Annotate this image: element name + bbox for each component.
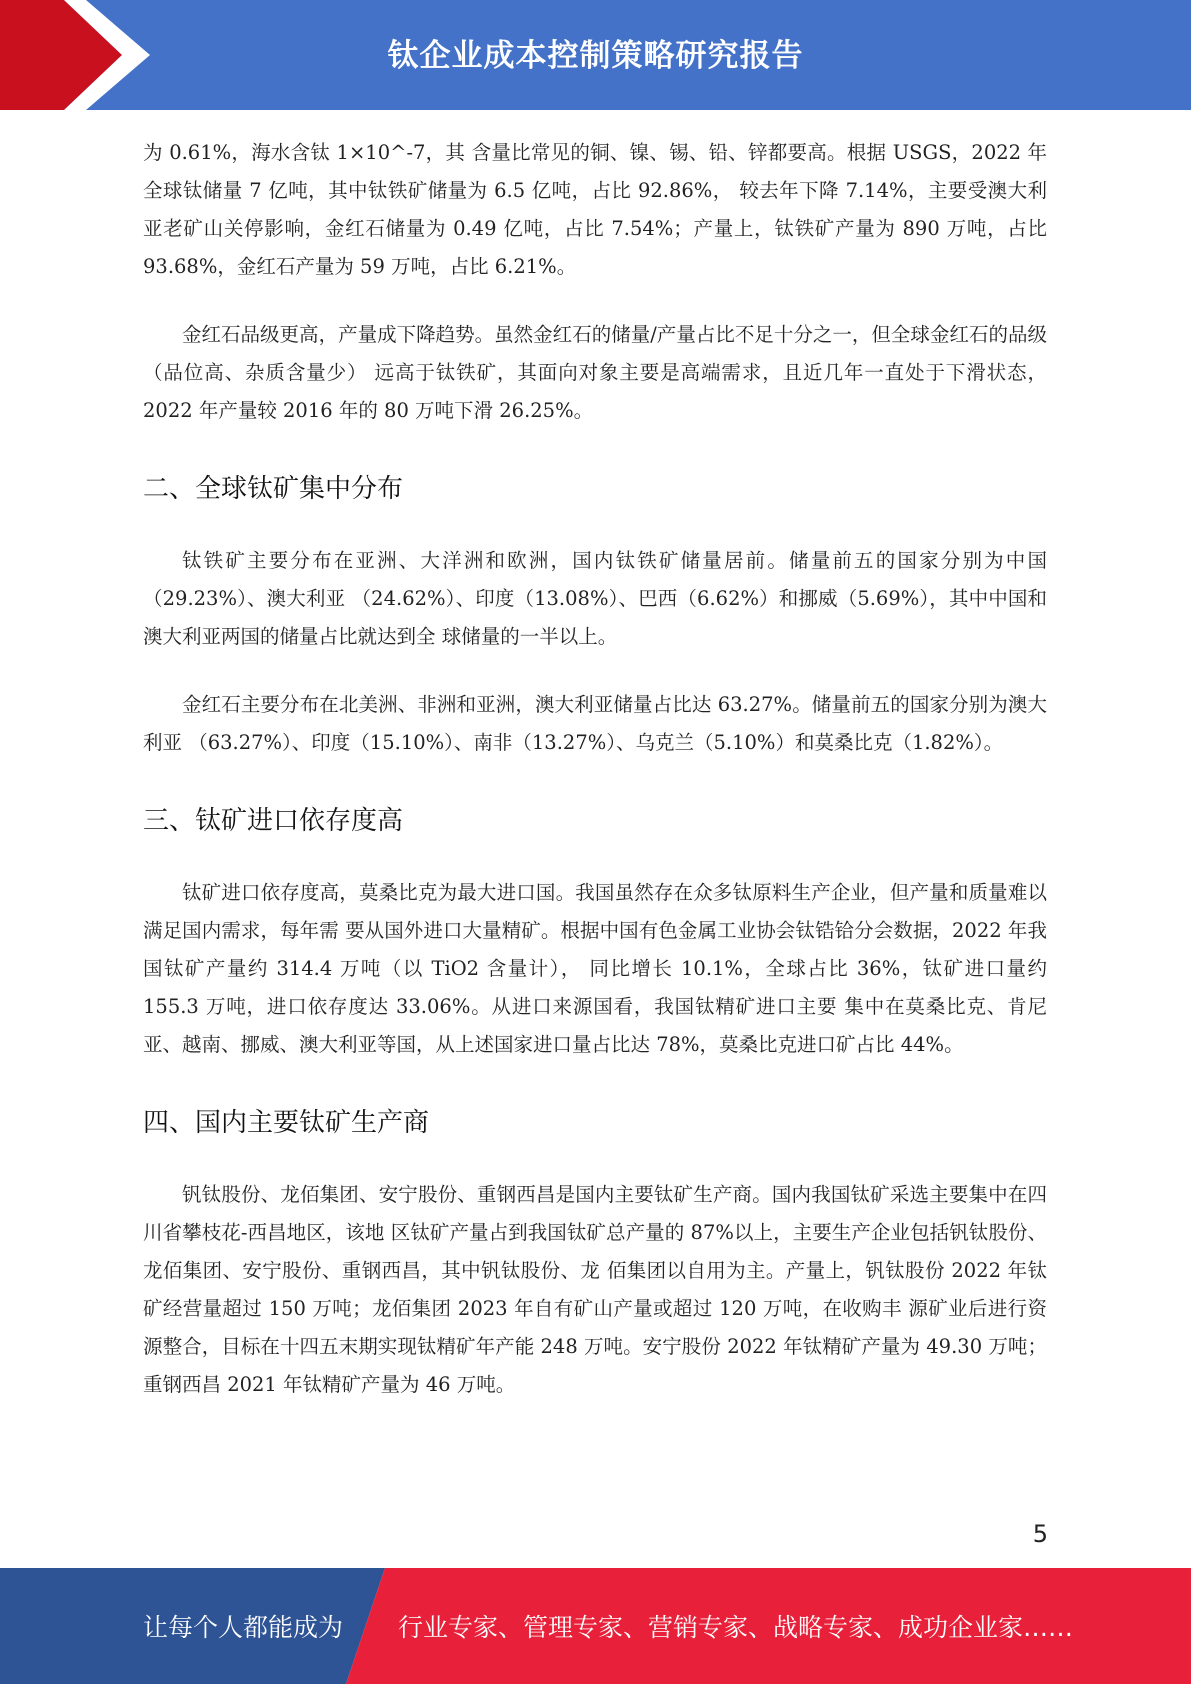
paragraph-reserves-continuation: 为 0.61%，海水含钛 1×10^-7，其 含量比常见的铜、镍、锡、铅、锌都要高。根据 USGS，2022 年全球钛储量 7 亿吨，其中钛铁矿储量为 6.5 亿吨，占比 92.86%， 较去年下降 7.14%，主要受澳大利亚老矿山关停影响，金红石储量为 0.49 亿吨，占比 7.54%；产量上，钛铁矿产量为 890 万吨，占比 93.68%，金红石产量为 59 万吨，占比 6.21%。 [143, 141, 1047, 278]
paragraph-rutile-distribution: 金红石主要分布在北美洲、非洲和亚洲，澳大利亚储量占比达 63.27%。储量前五的国家分别为澳大利亚 （63.27%）、印度（15.10%）、南非（13.27%）、乌克兰（5.10%）和莫桑比克（1.82%）。 [143, 693, 1047, 754]
page-number: 5 [1032, 1520, 1048, 1548]
page-footer [0, 1568, 1191, 1684]
section-heading-import-dependence: 三、钛矿进口依存度高 [143, 806, 404, 836]
footer-slogan-left: 让每个人都能成为 [143, 1613, 344, 1642]
paragraph-ilmenite-distribution: 钛铁矿主要分布在亚洲、大洋洲和欧洲，国内钛铁矿储量居前。储量前五的国家分别为中国（29.23%）、澳大利亚 （24.62%）、印度（13.08%）、巴西（6.62%）和挪威（5.69%），其中中国和澳大利亚两国的储量占比就达到全 球储量的一半以上。 [143, 549, 1047, 648]
footer-slogan-right: 行业专家、管理专家、营销专家、战略专家、成功企业家…… [398, 1613, 1074, 1642]
paragraph-rutile-grade: 金红石品级更高，产量成下降趋势。虽然金红石的储量/产量占比不足十分之一，但全球金红石的品级（品位高、杂质含量少） 远高于钛铁矿，其面向对象主要是高端需求，且近几年一直处于下滑状态，2022 年产量较 2016 年的 80 万吨下滑 26.25%。 [143, 323, 1047, 422]
page-header [0, 0, 1191, 110]
section-heading-global-distribution: 二、全球钛矿集中分布 [143, 474, 404, 504]
report-title: 钛企业成本控制策略研究报告 [387, 38, 804, 74]
paragraph-domestic-producers: 钒钛股份、龙佰集团、安宁股份、重钢西昌是国内主要钛矿生产商。国内我国钛矿采选主要集中在四川省攀枝花-西昌地区，该地 区钛矿产量占到我国钛矿总产量的 87%以上，主要生产企业包括钒钛股份、龙佰集团、安宁股份、重钢西昌，其中钒钛股份、龙 佰集团以自用为主。产量上，钒钛股份 2022 年钛矿经营量超过 150 万吨；龙佰集团 2023 年自有矿山产量或超过 120 万吨，在收购丰 源矿业后进行资源整合，目标在十四五末期实现钛精矿年产能 248 万吨。安宁股份 2022 年钛精矿产量为 49.30 万吨；重钢西昌 2021 年钛精矿产量为 46 万吨。 [143, 1183, 1047, 1396]
paragraph-import-dependence: 钛矿进口依存度高，莫桑比克为最大进口国。我国虽然存在众多钛原料生产企业，但产量和质量难以满足国内需求，每年需 要从国外进口大量精矿。根据中国有色金属工业协会钛锆铪分会数据，2022 年我国钛矿产量约 314.4 万吨（以 TiO2 含量计）， 同比增长 10.1%，全球占比 36%，钛矿进口量约 155.3 万吨，进口依存度达 33.06%。从进口来源国看，我国钛精矿进口主要 集中在莫桑比克、肯尼亚、越南、挪威、澳大利亚等国，从上述国家进口量占比达 78%，莫桑比克进口矿占比 44%。 [143, 881, 1047, 1056]
section-heading-domestic-producers: 四、国内主要钛矿生产商 [143, 1108, 430, 1138]
main-content [143, 134, 1047, 1404]
